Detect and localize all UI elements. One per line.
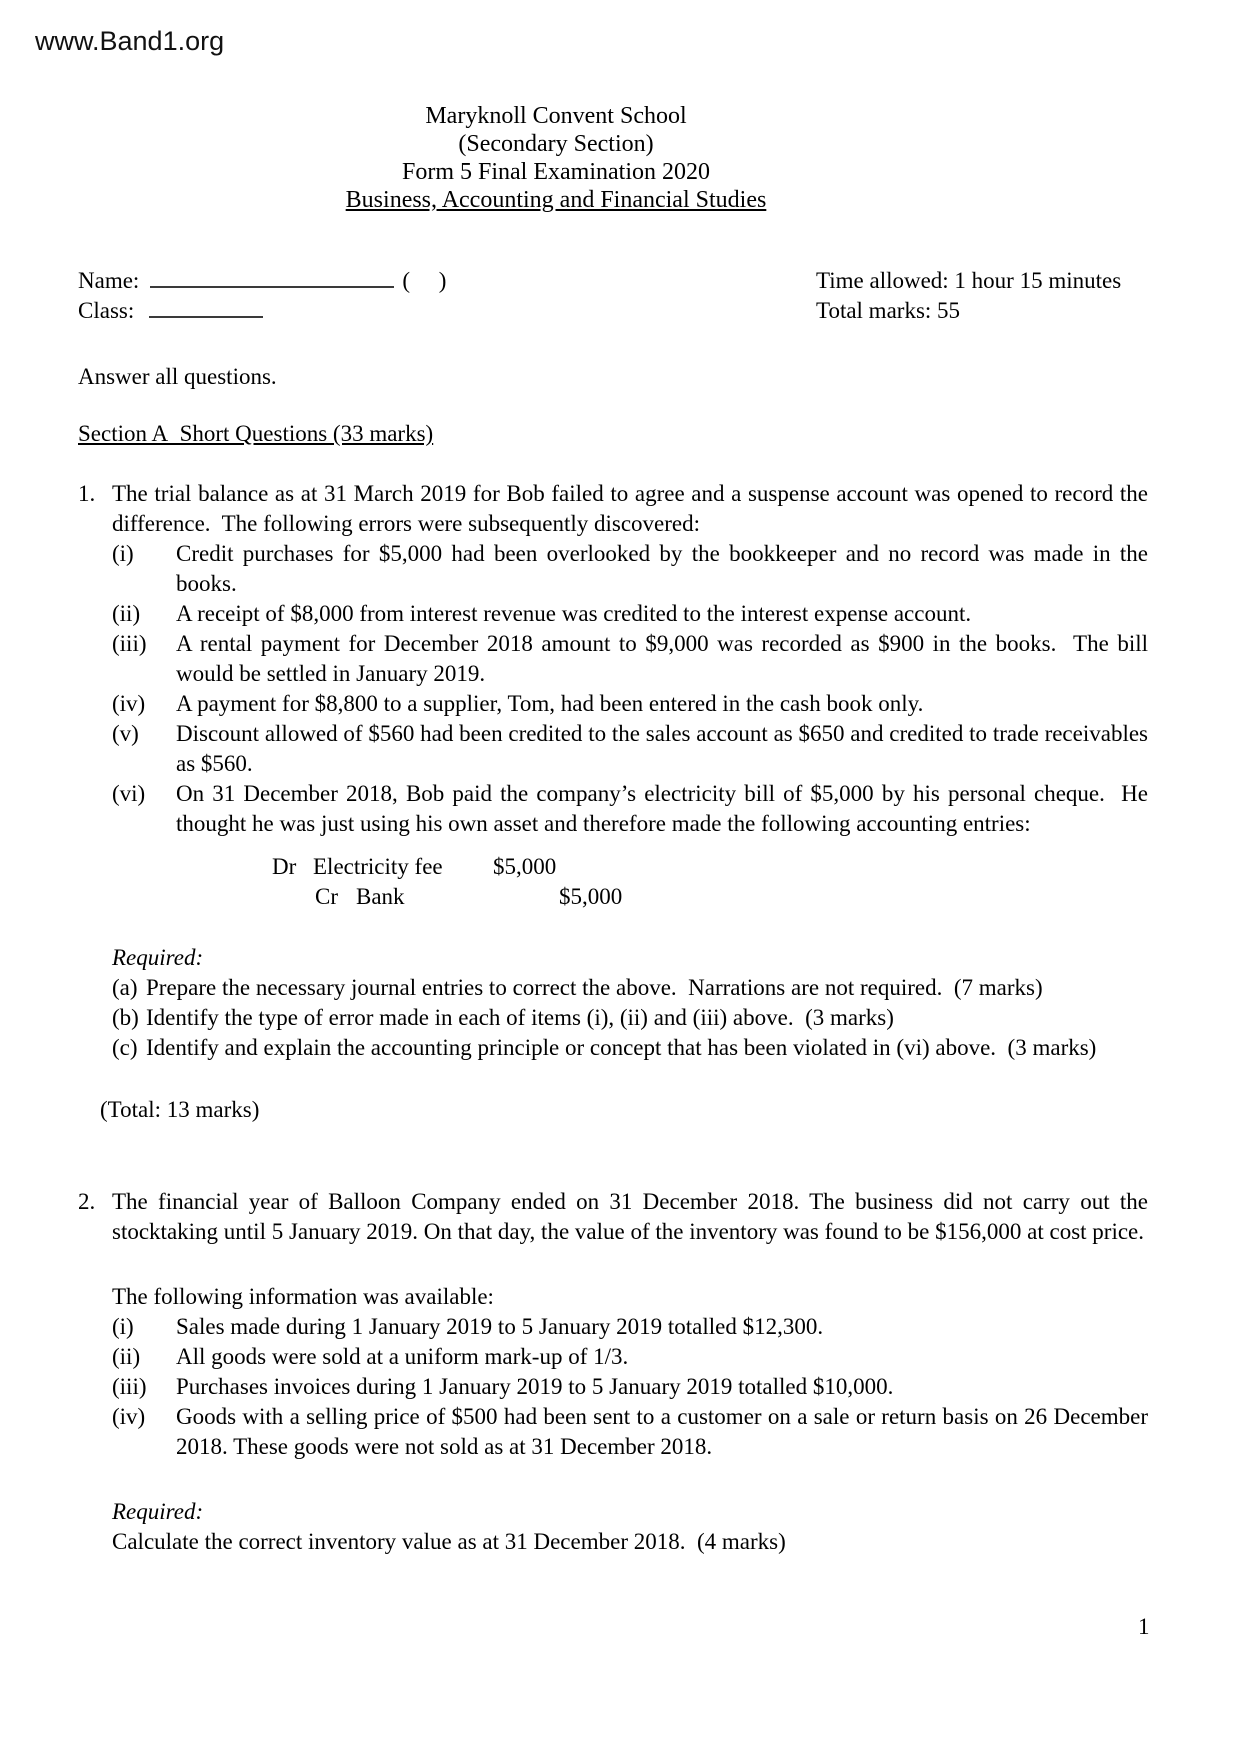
time-allowed: Time allowed: 1 hour 15 minutes [816, 268, 1122, 293]
q1-item-i-label: (i) [112, 541, 134, 566]
school-section: (Secondary Section) [458, 131, 654, 157]
q1-required-label: Required: [112, 945, 204, 970]
q1-required-b-text: Identify the type of error made in each of items (i), (ii) and (iii) above. (3 marks) [146, 1005, 894, 1030]
journal-credit-side: Cr [315, 884, 338, 909]
question-2 [78, 1187, 1148, 1557]
general-instruction: Answer all questions. [78, 364, 277, 389]
q1-item-ii [78, 599, 1148, 629]
journal-credit-account: Bank [356, 884, 405, 909]
journal-entry-credit [315, 882, 1148, 912]
q1-required-c-label: (c) [112, 1035, 138, 1060]
journal-debit-amount: $5,000 [493, 854, 557, 879]
q1-item-iv-label: (iv) [112, 691, 146, 716]
q2-item-i-text: Sales made during 1 January 2019 to 5 January 2019 totalled $12,300. [176, 1314, 824, 1339]
question-2-intro-row [78, 1187, 1148, 1247]
exam-header [78, 102, 1034, 214]
q2-item-iii [78, 1372, 1148, 1402]
q1-required-b [112, 1003, 1148, 1033]
q1-item-vi-label: (vi) [112, 781, 146, 806]
question-1 [78, 479, 1148, 1125]
class-label: Class: [78, 298, 135, 323]
journal-debit-account: Electricity fee [313, 854, 443, 879]
total-marks: Total marks: 55 [816, 298, 961, 323]
q2-item-ii [78, 1342, 1148, 1372]
q2-item-iii-label: (iii) [112, 1374, 147, 1399]
name-blank-line [150, 266, 394, 288]
page-number: 1 [1138, 1614, 1150, 1639]
journal-entry-debit [272, 852, 1148, 882]
candidate-info-row [78, 266, 1148, 326]
q2-item-ii-text: All goods were sold at a uniform mark-up of 1/3. [176, 1344, 629, 1369]
q2-required-block [112, 1497, 1148, 1557]
question-1-number: 1. [78, 481, 96, 506]
q1-total-marks: (Total: 13 marks) [100, 1097, 260, 1122]
watermark-url: www.Band1.org [35, 26, 225, 56]
q2-item-i-label: (i) [112, 1314, 134, 1339]
class-row [78, 296, 446, 326]
q2-item-ii-label: (ii) [112, 1344, 141, 1369]
journal-debit-side: Dr [272, 854, 297, 879]
q1-item-iv-text: A payment for $8,800 to a supplier, Tom, had been entered in the cash book only. [176, 691, 924, 716]
q1-required-block [112, 943, 1148, 1063]
candidate-fields [78, 266, 446, 326]
q1-item-v [78, 719, 1148, 779]
q1-item-v-label: (v) [112, 721, 139, 746]
subject-title: Business, Accounting and Financial Studies [345, 187, 767, 213]
q2-item-i [78, 1312, 1148, 1342]
q1-item-iii-text: A rental payment for December 2018 amount to $9,000 was recorded as $900 in the books. The bill would be settled in January 2019. [176, 631, 1148, 686]
q1-journal-entries [78, 852, 1148, 912]
q2-item-iv-label: (iv) [112, 1404, 146, 1429]
q1-item-iv [78, 689, 1148, 719]
school-name: Maryknoll Convent School [425, 103, 687, 129]
q1-item-ii-text: A receipt of $8,000 from interest revenue was credited to the interest expense account. [176, 601, 972, 626]
journal-credit-amount: $5,000 [559, 884, 623, 909]
q1-item-vi-text: On 31 December 2018, Bob paid the company’s electricity bill of $5,000 by his personal cheque. He thought he was just using his own asset and therefore made the following accounting entries: [176, 781, 1148, 836]
q1-required-a-label: (a) [112, 975, 138, 1000]
q2-required-label: Required: [112, 1499, 204, 1524]
question-1-intro-row [78, 479, 1148, 539]
q1-item-vi [78, 779, 1148, 839]
q2-info-heading: The following information was available: [112, 1284, 494, 1309]
q1-item-ii-label: (ii) [112, 601, 141, 626]
class-blank-line [149, 296, 263, 318]
q1-item-i-text: Credit purchases for $5,000 had been overlooked by the bookkeeper and no record was made in the books. [176, 541, 1148, 596]
name-label: Name: [78, 268, 140, 293]
q2-required-text: Calculate the correct inventory value as at 31 December 2018. (4 marks) [112, 1529, 786, 1554]
section-a-heading: Section A Short Questions (33 marks) [78, 421, 434, 446]
q1-required-b-label: (b) [112, 1005, 139, 1030]
exam-conditions [816, 266, 1148, 326]
q1-item-v-text: Discount allowed of $560 had been credited to the sales account as $650 and credited to trade receivables as $560. [176, 721, 1148, 776]
q1-required-a [112, 973, 1148, 1003]
q1-item-iii-label: (iii) [112, 631, 147, 656]
q2-item-iv-text: Goods with a selling price of $500 had been sent to a customer on a sale or return basis on 26 December 2018. These goods were not sold as at 31 December 2018. [176, 1404, 1148, 1459]
q2-item-iii-text: Purchases invoices during 1 January 2019 to 5 January 2019 totalled $10,000. [176, 1374, 894, 1399]
q1-required-c-text: Identify and explain the accounting principle or concept that has been violated in (vi) above. (3 marks) [146, 1035, 1097, 1060]
q1-item-iii [78, 629, 1148, 689]
q1-required-a-text: Prepare the necessary journal entries to correct the above. Narrations are not required. (7 marks) [146, 975, 1043, 1000]
question-1-intro: The trial balance as at 31 March 2019 for Bob failed to agree and a suspense account was opened to record the difference. The following errors were subsequently discovered: [112, 481, 1148, 536]
name-row [78, 266, 446, 296]
question-2-number: 2. [78, 1189, 96, 1214]
exam-title: Form 5 Final Examination 2020 [402, 159, 710, 185]
q2-item-iv [78, 1402, 1148, 1462]
q1-required-c [112, 1033, 1148, 1063]
question-2-intro: The financial year of Balloon Company ended on 31 December 2018. The business did not carry out the stocktaking until 5 January 2019. On that day, the value of the inventory was found to be $156,000 at cost price. [112, 1189, 1148, 1244]
class-number-parentheses: ( ) [402, 268, 447, 293]
q1-item-i [78, 539, 1148, 599]
